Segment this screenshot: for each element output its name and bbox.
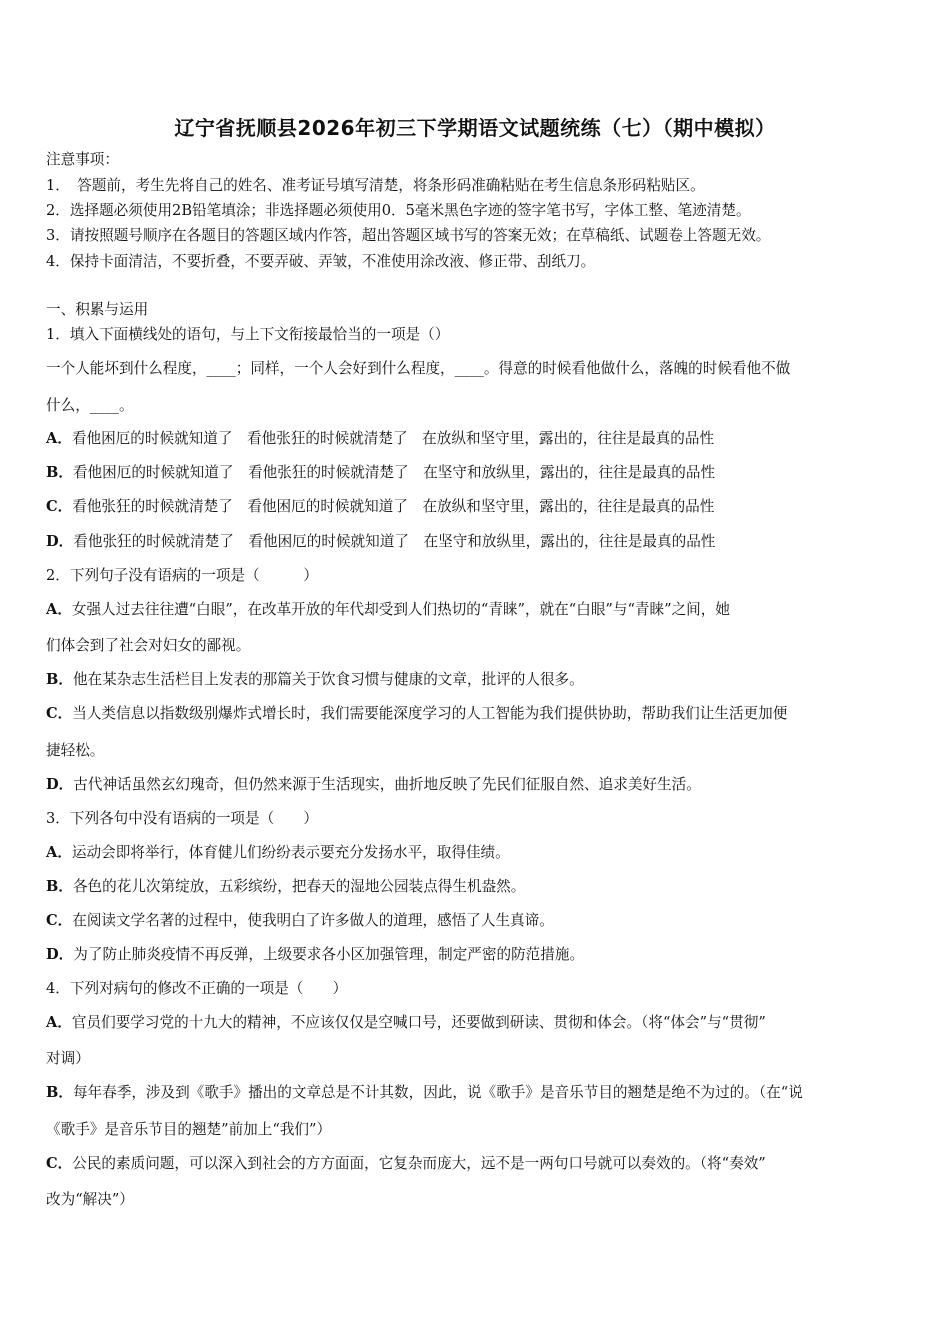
notes-item: 3．请按照题号顺序在各题目的答题区域内作答，超出答题区域书写的答案无效；在草稿纸、试题卷上答题无效。 bbox=[46, 227, 771, 244]
q1-option-d: D．看他张狂的时候就清楚了 看他困厄的时候就知道了 在坚守和放纵里，露出的，往往是最真的品性 bbox=[46, 533, 716, 550]
q2-option-a-cont: 们体会到了社会对妇女的鄙视。 bbox=[46, 637, 251, 654]
q3-option-b: B．各色的花儿次第绽放，五彩缤纷，把春天的湿地公园装点得生机盎然。 bbox=[46, 878, 526, 895]
notes-item: 1． 答题前，考生先将自己的姓名、准考证号填写清楚，将条形码准确粘贴在考生信息条形码粘贴区。 bbox=[46, 177, 705, 194]
q4-stem: 4．下列对病句的修改不正确的一项是（ ） bbox=[46, 980, 348, 997]
q4-option-a-cont: 对调） bbox=[46, 1050, 90, 1067]
q3-option-a: A．运动会即将举行，体育健儿们纷纷表示要充分发扬水平，取得佳绩。 bbox=[46, 844, 510, 861]
q4-option-b: B．每年春季，涉及到《歌手》播出的文章总是不计其数，因此，说《歌手》是音乐节目的翘楚是绝不为过的。（在“说 bbox=[46, 1084, 803, 1101]
q3-option-d: D．为了防止肺炎疫情不再反弹，上级要求各小区加强管理，制定严密的防范措施。 bbox=[46, 946, 585, 963]
q2-stem: 2．下列句子没有语病的一项是（ ） bbox=[46, 567, 318, 584]
q4-option-c-cont: 改为“解决”） bbox=[46, 1191, 134, 1208]
q4-option-a: A．官员们要学习党的十九大的精神，不应该仅仅是空喊口号，还要做到研读、贯彻和体会。（将“体会”与“贯彻” bbox=[46, 1014, 766, 1031]
q1-option-a: A．看他困厄的时候就知道了 看他张狂的时候就清楚了 在放纵和坚守里，露出的，往往是最真的品性 bbox=[46, 430, 715, 447]
notes-item: 2．选择题必须使用2B铅笔填涂；非选择题必须使用0．5毫米黑色字迹的签字笔书写，字体工整、笔迹清楚。 bbox=[46, 202, 751, 219]
notes-item: 4．保持卡面清洁，不要折叠，不要弄破、弄皱，不准使用涂改液、修正带、刮纸刀。 bbox=[46, 253, 596, 270]
q2-option-c-cont: 捷轻松。 bbox=[46, 742, 105, 759]
q3-stem: 3．下列各句中没有语病的一项是（ ） bbox=[46, 810, 318, 827]
q3-option-c: C．在阅读文学名著的过程中，使我明白了许多做人的道理，感悟了人生真谛。 bbox=[46, 912, 554, 929]
q1-passage: 什么，____。 bbox=[46, 397, 134, 414]
notes-heading: 注意事项： bbox=[46, 151, 119, 168]
q1-stem: 1．填入下面横线处的语句，与上下文衔接最恰当的一项是（） bbox=[46, 326, 450, 343]
q4-option-c: C．公民的素质问题，可以深入到社会的方方面面，它复杂而庞大，远不是一两句口号就可以奏效的。（将“奏效” bbox=[46, 1155, 766, 1172]
q2-option-c: C．当人类信息以指数级别爆炸式增长时，我们需要能深度学习的人工智能为我们提供协助，帮助我们让生活更加便 bbox=[46, 705, 788, 722]
q2-option-b: B．他在某杂志生活栏目上发表的那篇关于饮食习惯与健康的文章，批评的人很多。 bbox=[46, 671, 584, 688]
q2-option-d: D．古代神话虽然玄幻瑰奇，但仍然来源于生活现实，曲折地反映了先民们征服自然、追求美好生活。 bbox=[46, 776, 701, 793]
page-title: 辽宁省抚顺县2026年初三下学期语文试题统练（七）（期中模拟） bbox=[174, 116, 776, 140]
q2-option-a: A．女强人过去往往遭“白眼”，在改革开放的年代却受到人们热切的“青睐”，就在“白眼”与“青睐”之间，她 bbox=[46, 601, 730, 618]
q1-option-c: C．看他张狂的时候就清楚了 看他困厄的时候就知道了 在放纵和坚守里，露出的，往往是最真的品性 bbox=[46, 498, 715, 515]
q4-option-b-cont: 《歌手》是音乐节目的翘楚”前加上“我们”） bbox=[46, 1121, 332, 1138]
section-heading: 一、积累与运用 bbox=[46, 301, 149, 318]
q1-option-b: B．看他困厄的时候就知道了 看他张狂的时候就清楚了 在坚守和放纵里，露出的，往往是最真的品性 bbox=[46, 464, 716, 481]
q1-passage: 一个人能坏到什么程度，____；同样，一个人会好到什么程度，____。得意的时候看他做什么，落魄的时候看他不做 bbox=[46, 360, 791, 377]
